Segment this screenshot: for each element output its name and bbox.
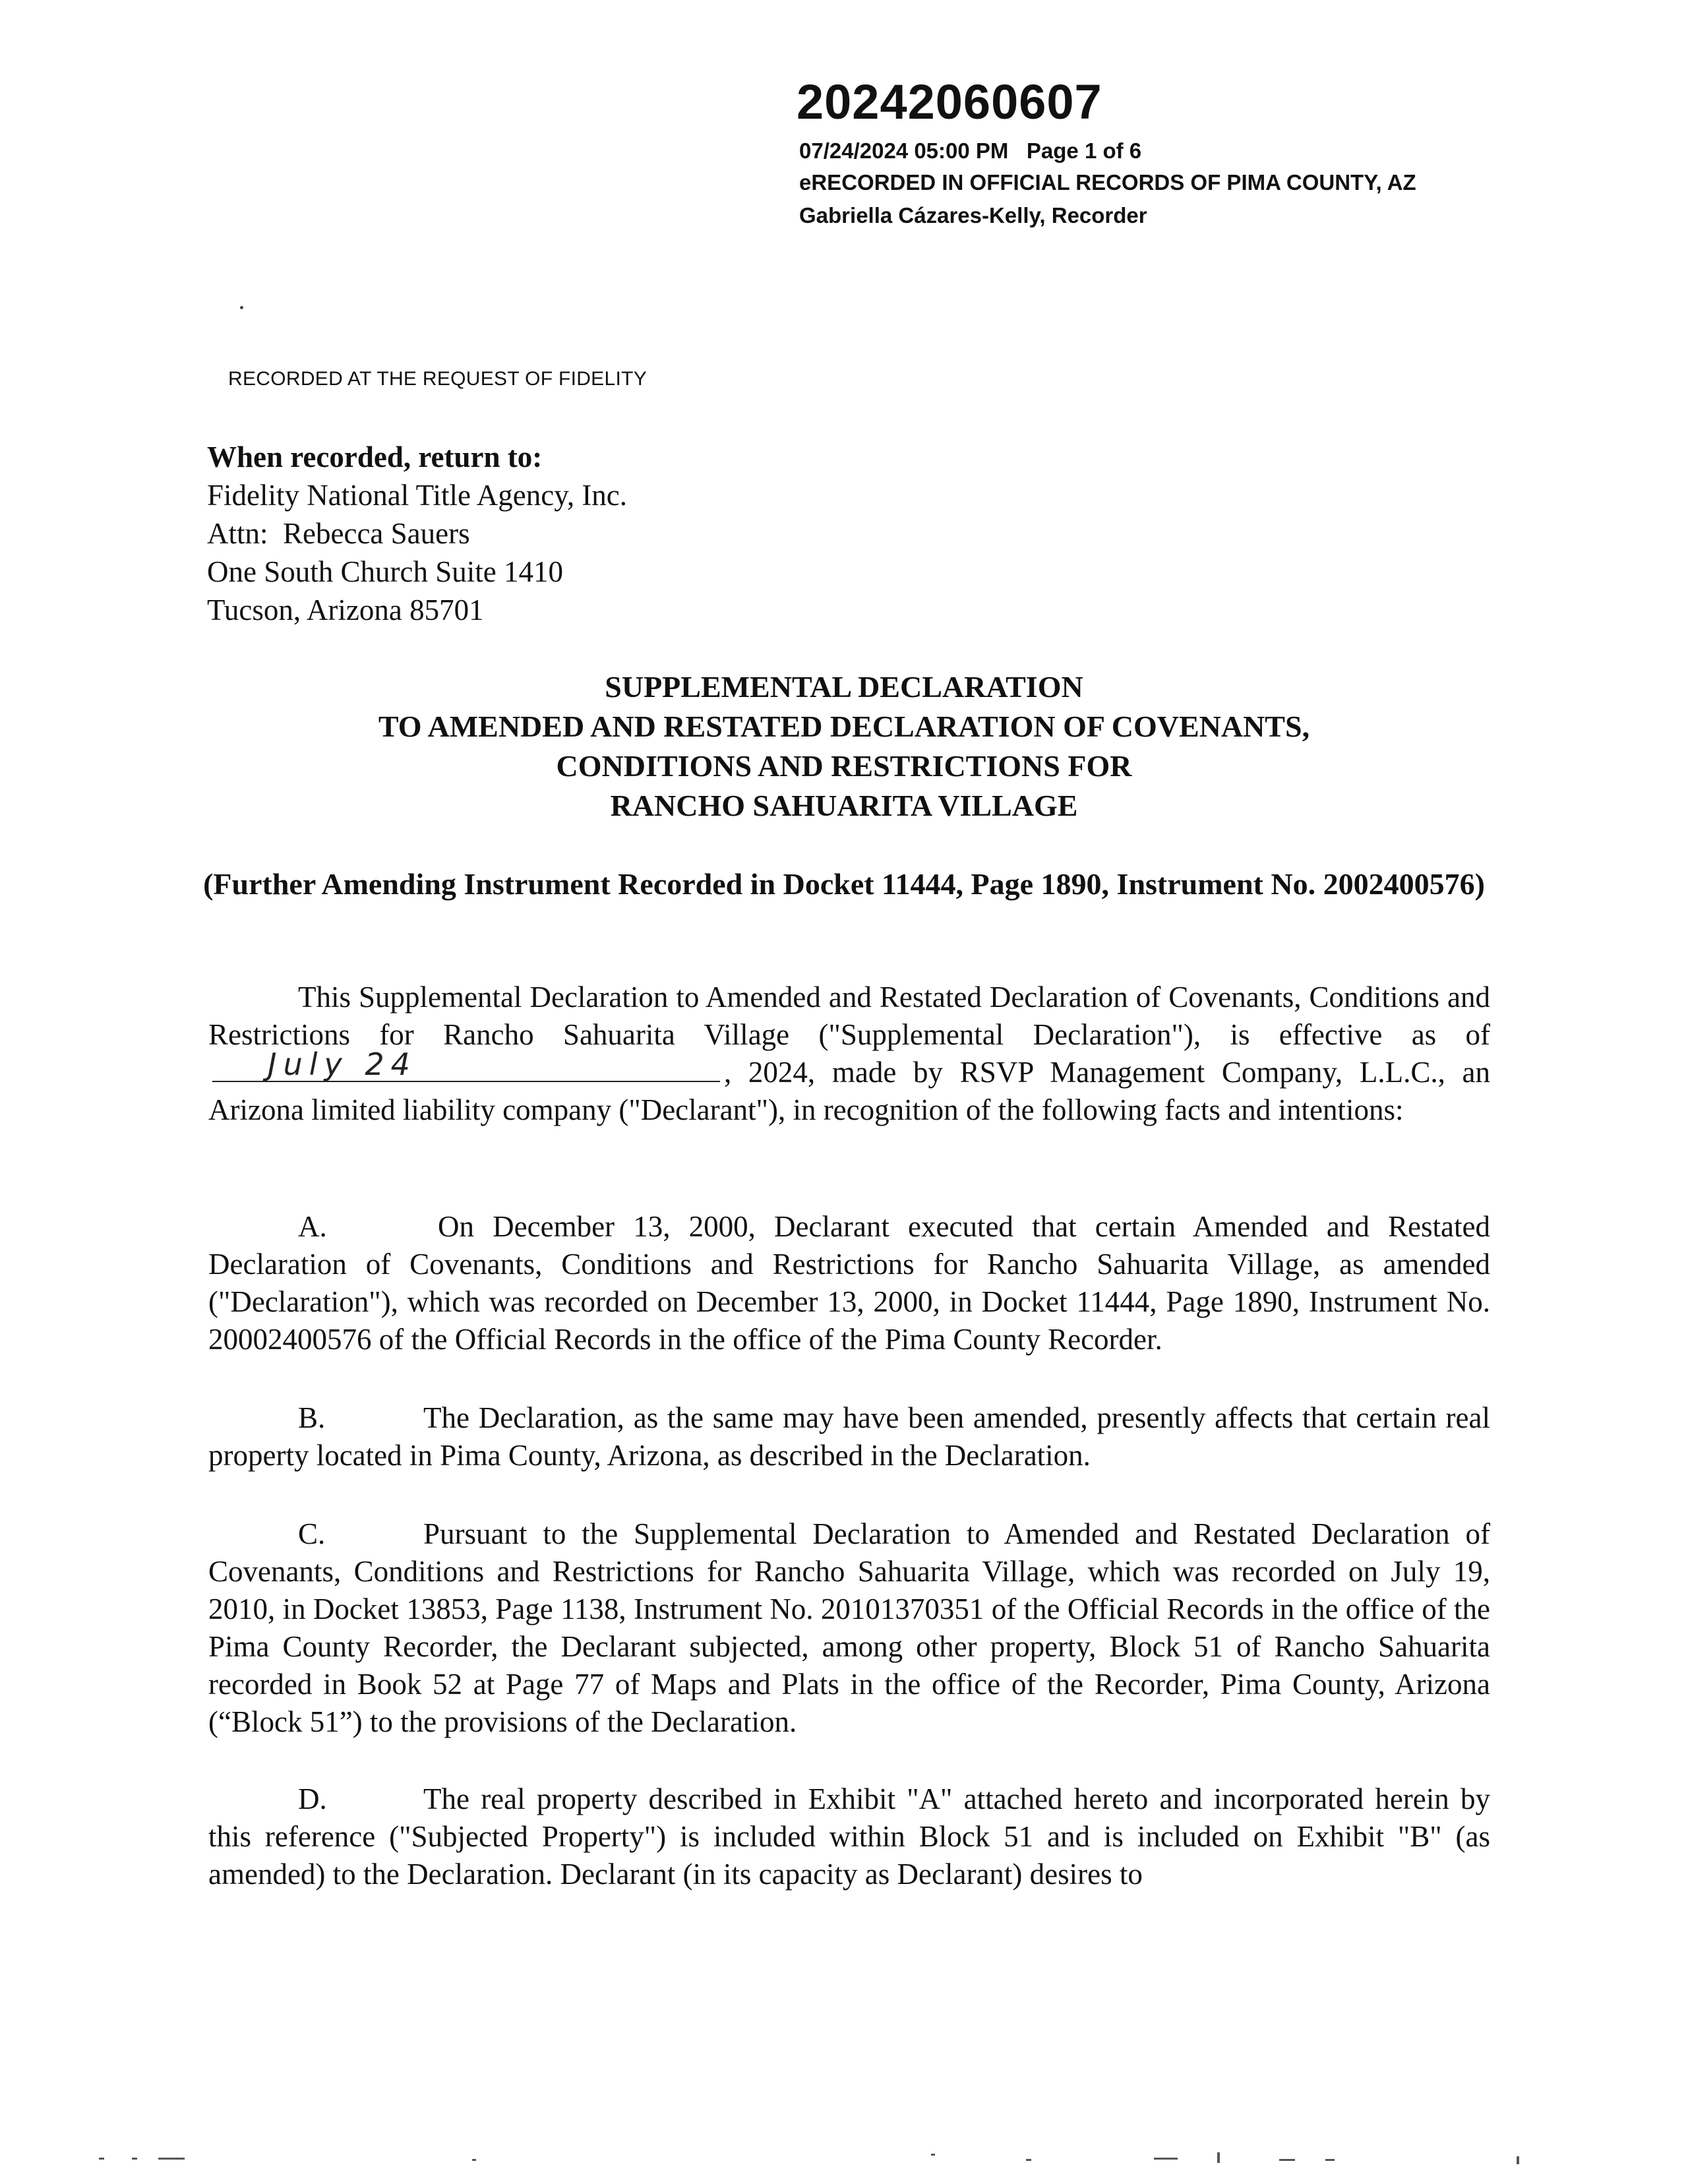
recorded-at-request-line: RECORDED AT THE REQUEST OF FIDELITY — [228, 368, 648, 390]
scan-speck — [931, 2154, 935, 2156]
title-line: TO AMENDED AND RESTATED DECLARATION OF COVENANTS, — [378, 710, 1310, 743]
scan-speck — [240, 306, 243, 309]
scan-speck — [99, 2158, 104, 2160]
further-amending-subtitle: (Further Amending Instrument Recorded in Docket 11444, Page 1890, Instrument No. 2002400576) — [203, 867, 1485, 901]
scan-speck — [1026, 2159, 1031, 2161]
handwritten-date: July 24 — [268, 1046, 417, 1082]
scan-speck — [472, 2159, 476, 2161]
scan-speck — [1517, 2156, 1519, 2164]
title-line: SUPPLEMENTAL DECLARATION — [605, 670, 1083, 704]
recital-c — [208, 1515, 1490, 1741]
recital-marker: B. — [298, 1401, 326, 1434]
recital-d — [208, 1780, 1490, 1893]
return-line: Attn: Rebecca Sauers — [207, 517, 470, 550]
scan-speck — [158, 2158, 185, 2160]
recording-date-page: 07/24/2024 05:00 PM Page 1 of 6 — [799, 138, 1142, 163]
intro-text-before: This Supplemental Declaration to Amended and Restated Declaration of Covenants, Conditions and Restrictions for Rancho Sahuarita Village ("Supplemental Declaration"), is effective as of — [208, 981, 1490, 1051]
recital-text: The real property described in Exhibit "A" attached hereto and incorporated herein by this reference ("Subjected Property") is included within Block 51 and is included on Exhibit "B" (as amended) to the Declaration. Declarant (in its capacity as Declarant) desires to — [208, 1782, 1490, 1891]
title-line: CONDITIONS AND RESTRICTIONS FOR — [556, 749, 1132, 783]
effective-date-blank — [212, 1046, 720, 1082]
return-heading: When recorded, return to: — [207, 440, 543, 473]
recital-marker: D. — [298, 1782, 327, 1815]
return-line: One South Church Suite 1410 — [207, 555, 563, 588]
recital-text: The Declaration, as the same may have been amended, presently affects that certain real property located in Pima County, Arizona, as described in the Declaration. — [208, 1401, 1490, 1472]
recorder-name: Gabriella Cázares-Kelly, Recorder — [799, 203, 1147, 228]
scan-speck — [1325, 2159, 1335, 2161]
document-title — [198, 667, 1490, 826]
intro-text-after: , 2024, made by RSVP Management Company, L.L.C., an Arizona limited liability company ("Declarant"), in recognition of the following facts and intentions: — [208, 1056, 1490, 1126]
return-line: Fidelity National Title Agency, Inc. — [207, 479, 628, 512]
recital-marker: A. — [298, 1210, 327, 1243]
scan-speck — [132, 2158, 137, 2160]
recording-office: eRECORDED IN OFFICIAL RECORDS OF PIMA COUNTY, AZ — [799, 170, 1416, 195]
scan-speck — [1154, 2158, 1178, 2160]
recital-text: Pursuant to the Supplemental Declaration to Amended and Restated Declaration of Covenants, Conditions and Restrictions for Rancho Sahuarita Village, which was recorded on July 19, 2010, in Docket 13853, Page 1138, Instrument No. 20101370351 of the Official Records in the office of the Pima County Recorder, the Declarant subjected, among other property, Block 51 of Rancho Sahuarita recorded in Book 52 at Page 77 of Maps and Plats in the office of the Recorder, Pima County, Arizona (“Block 51”) to the provisions of the Declaration. — [208, 1517, 1490, 1738]
recital-b — [208, 1399, 1490, 1474]
recording-number: 20242060607 — [797, 75, 1102, 129]
return-line: Tucson, Arizona 85701 — [207, 593, 484, 626]
recital-a — [208, 1208, 1490, 1358]
scan-speck — [1217, 2152, 1220, 2163]
recital-text: On December 13, 2000, Declarant executed that certain Amended and Restated Declaration of Covenants, Conditions and Restrictions for Rancho Sahuarita Village, as amended ("Declaration"), which was recorded on December 13, 2000, in Docket 11444, Page 1890, Instrument No. 20002400576 of the Official Records in the office of the Pima County Recorder. — [208, 1210, 1490, 1356]
recital-marker: C. — [298, 1517, 326, 1550]
scan-speck — [1279, 2159, 1295, 2161]
return-address-block — [207, 438, 627, 629]
title-line: RANCHO SAHUARITA VILLAGE — [610, 789, 1078, 822]
intro-paragraph — [208, 979, 1490, 1129]
